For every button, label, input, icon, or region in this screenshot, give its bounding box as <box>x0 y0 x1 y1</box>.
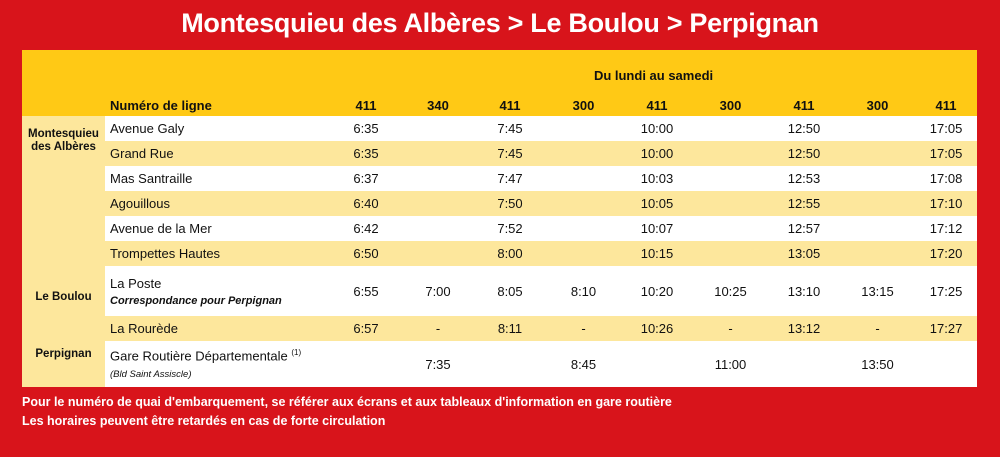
time-cell <box>840 141 915 166</box>
time-cell <box>840 191 915 216</box>
time-cell <box>693 116 768 141</box>
page-title: Montesquieu des Albères > Le Boulou > Perpignan <box>181 8 819 38</box>
time-cell <box>693 241 768 266</box>
time-cell <box>546 216 621 241</box>
line-number: 411 <box>474 94 546 116</box>
timetable <box>22 50 977 387</box>
table-row <box>22 266 977 316</box>
time-cell <box>546 141 621 166</box>
time-cell <box>546 166 621 191</box>
time-cell: 7:47 <box>474 166 546 191</box>
time-cell: 10:25 <box>693 266 768 316</box>
footnote-marker: (1) <box>291 348 302 358</box>
time-cell: 17:27 <box>915 316 977 341</box>
time-cell: 6:35 <box>330 141 402 166</box>
time-cell: 17:25 <box>915 266 977 316</box>
line-number: 300 <box>546 94 621 116</box>
time-cell <box>402 116 474 141</box>
days-label: Du lundi au samedi <box>330 50 977 94</box>
time-cell: 6:40 <box>330 191 402 216</box>
time-cell: 12:55 <box>768 191 840 216</box>
line-number: 411 <box>621 94 693 116</box>
footnote: Pour le numéro de quai d'embarquement, se référer aux écrans et aux tableaux d'information en gare routière <box>22 395 672 409</box>
time-cell: 7:35 <box>402 341 474 387</box>
time-cell: 10:00 <box>621 116 693 141</box>
time-cell <box>546 116 621 141</box>
time-cell <box>915 341 977 387</box>
stop-address: (Bld Saint Assiscle) <box>110 368 192 380</box>
time-cell: 7:00 <box>402 266 474 316</box>
time-cell: 10:20 <box>621 266 693 316</box>
time-cell: 8:00 <box>474 241 546 266</box>
time-cell <box>402 216 474 241</box>
table-row <box>22 216 977 241</box>
time-cell: 13:15 <box>840 266 915 316</box>
line-number: 411 <box>768 94 840 116</box>
time-cell: - <box>402 316 474 341</box>
locality-boulou: Le Boulou <box>22 166 105 316</box>
time-cell <box>693 166 768 191</box>
time-cell: 7:52 <box>474 216 546 241</box>
time-cell: 12:57 <box>768 216 840 241</box>
table-row <box>22 341 977 387</box>
stop-name-text: Gare Routière Départementale <box>110 348 288 364</box>
locality-montesquieu: Montesquieu des Albères <box>22 116 105 166</box>
time-cell: 10:05 <box>621 191 693 216</box>
line-number: 300 <box>693 94 768 116</box>
time-cell <box>330 341 402 387</box>
stop-name <box>105 266 330 316</box>
time-cell: 10:26 <box>621 316 693 341</box>
table-row <box>22 116 977 141</box>
time-cell <box>402 141 474 166</box>
stop-name: Grand Rue <box>105 141 330 166</box>
time-cell: 6:35 <box>330 116 402 141</box>
line-number: 411 <box>330 94 402 116</box>
time-cell: 12:50 <box>768 116 840 141</box>
stop-name: Mas Santraille <box>105 166 330 191</box>
footnote: Les horaires peuvent être retardés en cas de forte circulation <box>22 414 386 428</box>
stop-name-text: La Poste <box>110 275 162 291</box>
time-cell: 17:08 <box>915 166 977 191</box>
time-cell <box>402 241 474 266</box>
time-cell <box>768 341 840 387</box>
time-cell: 10:07 <box>621 216 693 241</box>
time-cell: - <box>840 316 915 341</box>
time-cell <box>474 341 546 387</box>
time-cell <box>840 216 915 241</box>
table-row <box>22 191 977 216</box>
time-cell: 10:15 <box>621 241 693 266</box>
time-cell <box>546 241 621 266</box>
time-cell: 12:50 <box>768 141 840 166</box>
time-cell: 17:05 <box>915 116 977 141</box>
time-cell <box>546 191 621 216</box>
time-cell: 8:11 <box>474 316 546 341</box>
locality-perpignan: Perpignan <box>22 316 105 387</box>
time-cell: 7:45 <box>474 141 546 166</box>
table-row <box>22 316 977 341</box>
line-number-label: Numéro de ligne <box>105 94 330 116</box>
table-row <box>22 141 977 166</box>
line-number: 300 <box>840 94 915 116</box>
time-cell: 6:50 <box>330 241 402 266</box>
stop-name: La Rourède <box>105 316 330 341</box>
time-cell: 10:00 <box>621 141 693 166</box>
stop-name: Avenue Galy <box>105 116 330 141</box>
connection-note: Correspondance pour Perpignan <box>110 294 282 307</box>
time-cell <box>621 341 693 387</box>
time-cell: 7:45 <box>474 116 546 141</box>
time-cell: 17:12 <box>915 216 977 241</box>
time-cell: 10:03 <box>621 166 693 191</box>
time-cell <box>840 116 915 141</box>
time-cell: 13:50 <box>840 341 915 387</box>
time-cell: 6:57 <box>330 316 402 341</box>
line-number: 411 <box>915 94 977 116</box>
time-cell <box>840 166 915 191</box>
time-cell: - <box>693 316 768 341</box>
time-cell: 6:42 <box>330 216 402 241</box>
time-cell <box>693 141 768 166</box>
stop-name: Trompettes Hautes <box>105 241 330 266</box>
time-cell <box>402 166 474 191</box>
stop-name: Agouillous <box>105 191 330 216</box>
time-cell <box>693 191 768 216</box>
time-cell <box>840 241 915 266</box>
time-cell: 8:45 <box>546 341 621 387</box>
time-cell: - <box>546 316 621 341</box>
table-row <box>22 241 977 266</box>
line-number: 340 <box>402 94 474 116</box>
stop-name <box>105 341 330 387</box>
time-cell <box>402 191 474 216</box>
time-cell <box>693 216 768 241</box>
time-cell: 17:05 <box>915 141 977 166</box>
stop-name: Avenue de la Mer <box>105 216 330 241</box>
time-cell: 6:37 <box>330 166 402 191</box>
time-cell: 6:55 <box>330 266 402 316</box>
time-cell: 13:12 <box>768 316 840 341</box>
time-cell: 12:53 <box>768 166 840 191</box>
time-cell: 17:10 <box>915 191 977 216</box>
time-cell: 11:00 <box>693 341 768 387</box>
time-cell: 13:10 <box>768 266 840 316</box>
time-cell: 17:20 <box>915 241 977 266</box>
time-cell: 8:10 <box>546 266 621 316</box>
time-cell: 13:05 <box>768 241 840 266</box>
time-cell: 7:50 <box>474 191 546 216</box>
table-row <box>22 166 977 191</box>
time-cell: 8:05 <box>474 266 546 316</box>
